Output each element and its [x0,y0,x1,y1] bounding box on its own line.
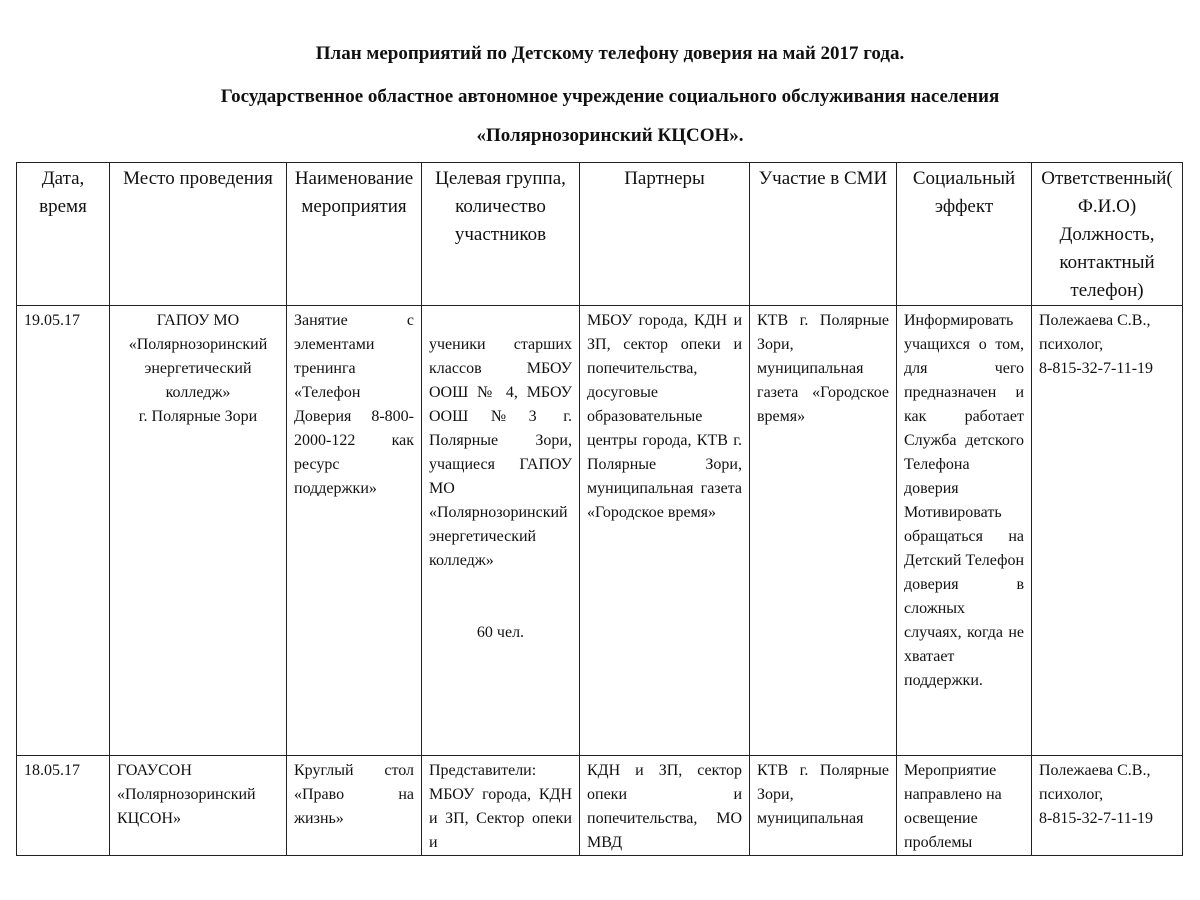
table-row [17,306,1183,756]
organization-short-name: «Полярнозоринский КЦСОН». [476,125,744,146]
organization-name: Государственное областное автономное учреждение социального обслуживания населения [220,86,1000,107]
header-partners: Партнеры [580,163,750,306]
cell-place: ГАПОУ МО «Полярнозоринский энергетический колледж» г. Полярные Зори [110,306,287,756]
target-group-count: 60 чел. [476,624,525,641]
cell-place: ГОАУСОН «Полярнозоринский КЦСОН» [110,756,287,856]
header-social-effect: Социальный эффект [897,163,1032,306]
cell-target-group [422,306,580,756]
table-header-row [17,163,1183,306]
table-row [17,756,1183,856]
cell-event: Круглый стол «Право на жизнь» [287,756,422,856]
cell-responsible: Полежаева С.В., психолог, 8-815-32-7-11-19 [1032,756,1183,856]
cell-date: 18.05.17 [17,756,110,856]
cell-partners: МБОУ города, КДН и ЗП, сектор опеки и попечительства, досуговые образовательные центры города, КТВ г. Полярные Зори, муниципальная газета «Городское время» [580,306,750,756]
header-date: Дата, время [17,163,110,306]
cell-social-effect: Мероприятие направлено на освещение проблемы [897,756,1032,856]
header-responsible: Ответственный(Ф.И.О) Должность, контактный телефон) [1032,163,1183,306]
events-plan-table [16,162,1183,856]
document-title: План мероприятий по Детскому телефону доверия на май 2017 года. [315,43,905,64]
cell-media: КТВ г. Полярные Зори, муниципальная [750,756,897,856]
header-target-group: Целевая группа, количество участников [422,163,580,306]
cell-event: Занятие с элементами тренинга «Телефон Доверия 8-800-2000-122 как ресурс поддержки» [287,306,422,756]
header-media: Участие в СМИ [750,163,897,306]
cell-partners: КДН и ЗП, сектор опеки и попечительства, МО МВД [580,756,750,856]
cell-date: 19.05.17 [17,306,110,756]
target-group-text: ученики старших классов МБОУ ООШ № 4, МБОУ ООШ№3 г. Полярные Зори, учащиеся ГАПОУ МО «Полярнозоринский энергетический колледж» [429,336,572,569]
header-place: Место проведения [110,163,287,306]
header-event: Наименование мероприятия [287,163,422,306]
cell-media: КТВ г. Полярные Зори, муниципальная газета «Городское время» [750,306,897,756]
cell-social-effect: Информировать учащихся о том, для чего предназначен и как работает Служба детского Телефона доверия Мотивировать обращаться на Детский Телефон доверия в сложных случаях, когда не хватает поддержки. [897,306,1032,756]
cell-target-group: Представители: МБОУ города, КДН и ЗП, Сектор опеки и [422,756,580,856]
cell-responsible: Полежаева С.В., психолог, 8-815-32-7-11-19 [1032,306,1183,756]
